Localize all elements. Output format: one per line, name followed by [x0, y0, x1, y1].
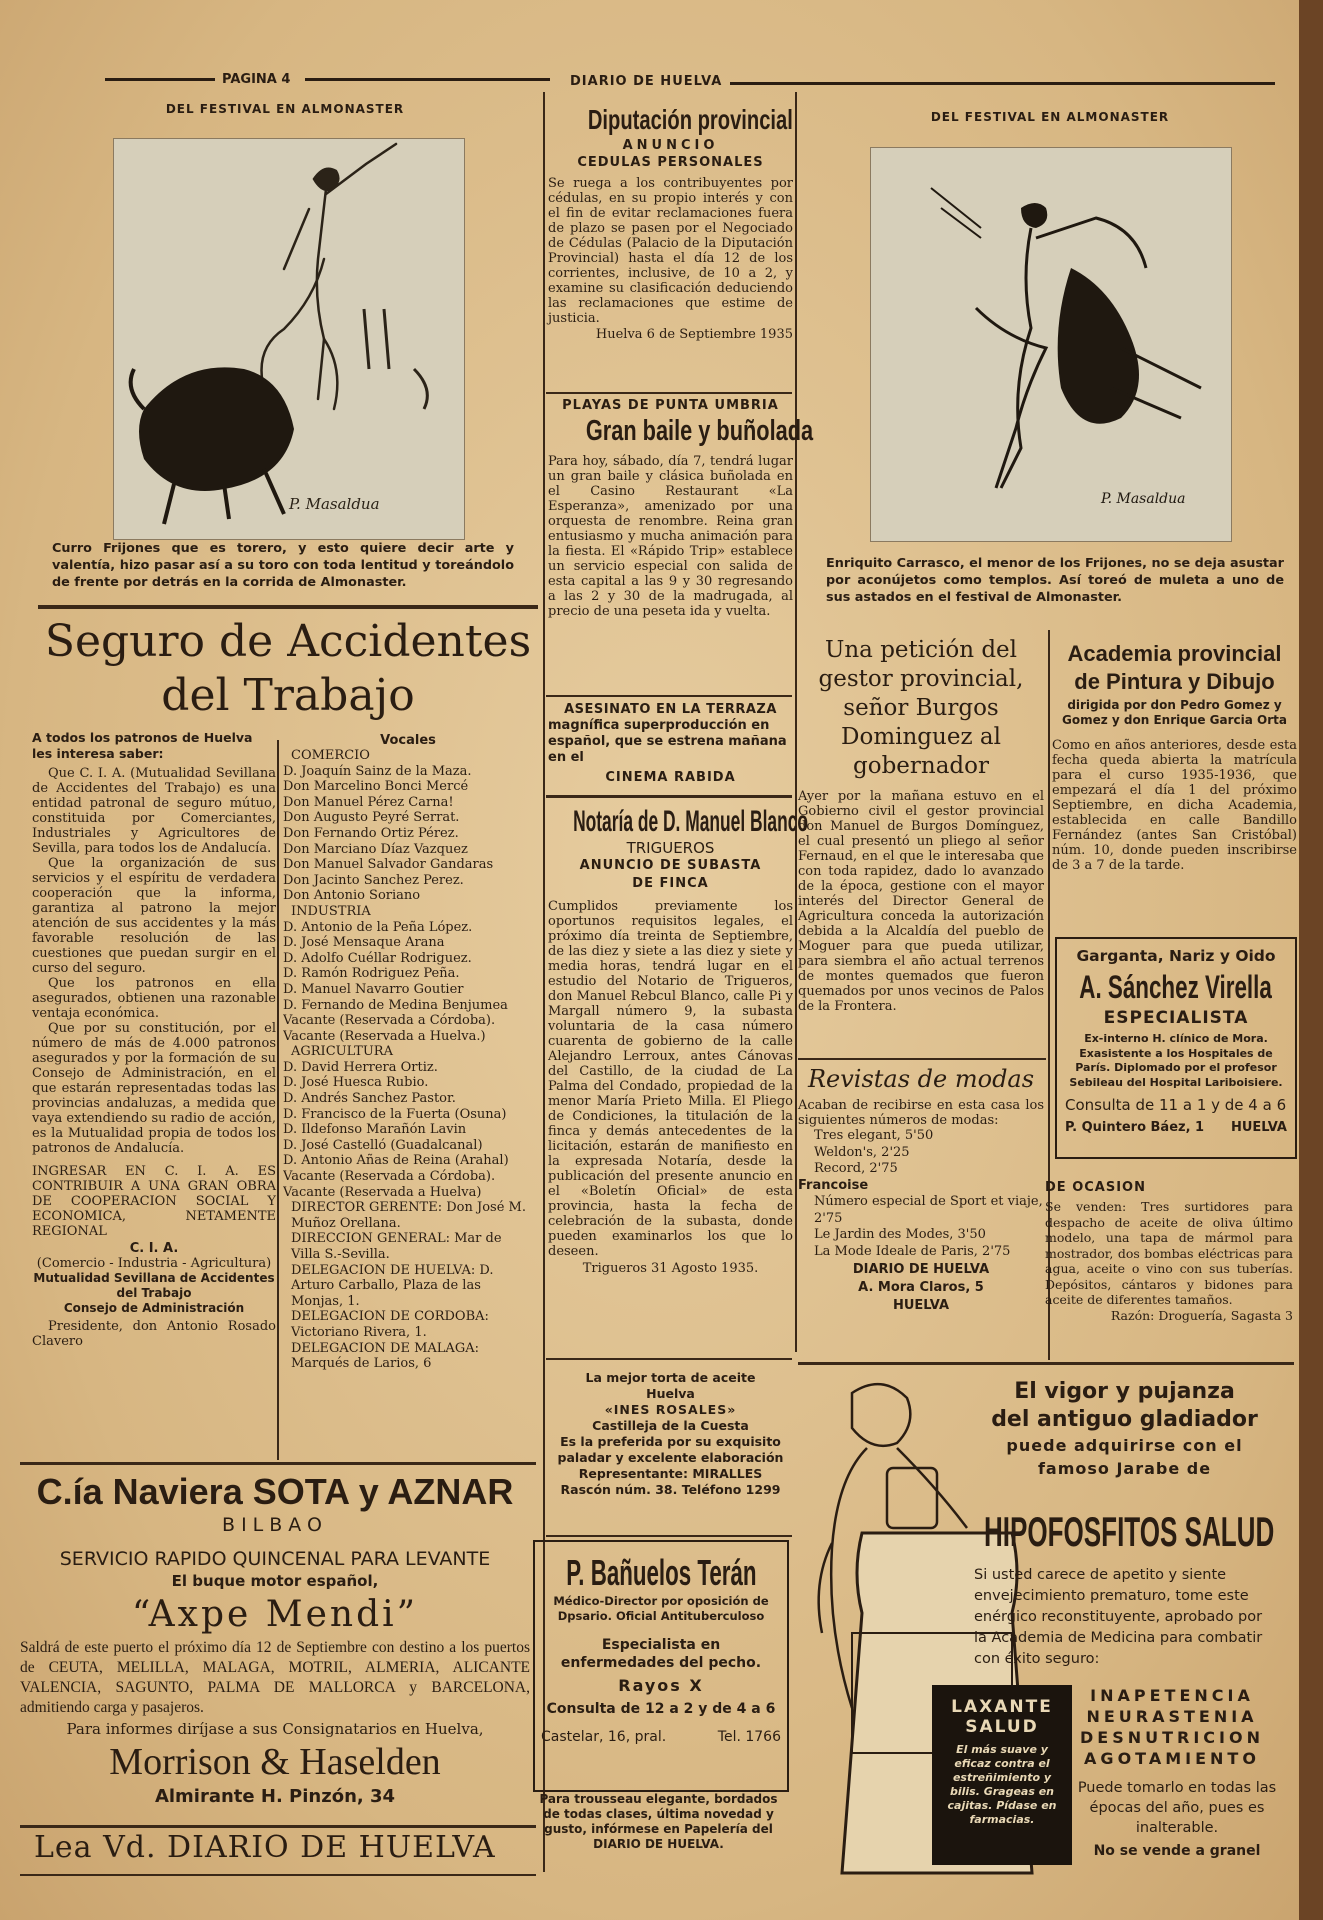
section-rule: [546, 795, 792, 798]
garganta-name: A. Sánchez Virella: [1079, 969, 1273, 1005]
vocal-entry: Don Manuel Salvador Gandaras: [283, 857, 494, 873]
hipofosfitos-line: puede adquirirse con el: [1006, 1436, 1243, 1455]
hipofosfitos-brand-wrap: [967, 1508, 1292, 1556]
playas-notice: [548, 398, 814, 619]
banuelos-phone: Tel. 1766: [717, 1729, 781, 1745]
section-rule: [546, 1358, 792, 1360]
seguro-cia-sub: (Comercio - Industria - Agricultura): [36, 1256, 272, 1271]
seguro-cia: C. I. A.: [129, 1241, 179, 1256]
cinema-venue: CINEMA RABIDA: [605, 770, 736, 785]
seguro-slogan: INGRESAR EN C. I. A. ES CONTRIBUIR A UNA GRAN OBRA DE COOPERACION SOCIAL Y ECONOMICA, NETAMENTE REGIONAL: [32, 1164, 276, 1239]
festival-right-illustration: [870, 147, 1232, 542]
diputacion-notice: [548, 104, 793, 342]
revistas-list: [798, 1128, 1044, 1260]
festival-left-signature: [288, 495, 380, 513]
trousseau-ad: Para trousseau elegante, bordados de todas clases, última novedad y gusto, infórmese en Papelería del DIARIO DE HUELVA.: [539, 1792, 778, 1851]
column-rule: [795, 92, 797, 1352]
vocal-entry: D. Fernando de Medina Benjumea: [283, 997, 508, 1013]
svg-text:P. Masaldua: P. Masaldua: [1101, 491, 1186, 507]
hipofosfitos-headline: [962, 1378, 1287, 1480]
header-rule: [730, 82, 1275, 85]
banuelos-hours: Consulta de 12 a 2 y de 4 a 6: [546, 1701, 776, 1717]
diputacion-body: Se ruega a los contribuyentes por cédulas, en su propio interés y con el fin de evitar reclamaciones fuera de plazo se pasen por el Negociado de Cédulas (Palacio de la Diputación Provincial) hasta el día 12 de los corrientes, inclusive, de 10 a 2, y examine su clasificación deduciendo las reclamaciones que estime de justicia.: [548, 176, 793, 326]
torta-brand: «INES ROSALES»: [604, 1402, 737, 1417]
hipofosfitos-line: El vigor y pujanza: [1014, 1379, 1235, 1404]
section-rule: [798, 1362, 1294, 1365]
vocal-entry: Don Jacinto Sanchez Perez.: [283, 872, 464, 888]
revistas-shop: DIARIO DE HUELVA: [852, 1262, 990, 1277]
laxante-body: El más suave y eficaz contra el estreñimiento y bilis. Grageas en cajitas. Pídase en farmacias.: [947, 1743, 1057, 1826]
vocal-entry: Vacante (Reservada a Córdoba).: [283, 1169, 496, 1185]
garganta-credentials: Ex-interno H. clínico de Mora. Exasistente a los Hospitales de París. Diplomado por el profesor Sebileau del Hospital Lariboisiere.: [1069, 1032, 1283, 1089]
garganta-specialty: ESPECIALISTA: [1103, 1008, 1249, 1028]
garganta-city: HUELVA: [1230, 1120, 1287, 1135]
vocal-entry: D. José Huesca Rubio.: [283, 1075, 429, 1091]
revistas-city: HUELVA: [892, 1298, 950, 1313]
vocal-entry: D. Andrés Sanchez Pastor.: [283, 1091, 456, 1107]
hipofosfitos-line: del antiguo gladiador: [991, 1407, 1258, 1432]
naviera-agents: Morrison & Haselden: [109, 1741, 441, 1783]
cinema-desc: magnífica superproducción en español, que se estrena mañana en el: [548, 718, 787, 765]
laxante-box: [932, 1685, 1072, 1865]
academia-title: Academia provincial de Pintura y Dibujo: [1067, 641, 1282, 694]
seguro-left-column: [32, 730, 276, 1349]
cinema-film: ASESINATO EN LA TERRAZA: [564, 702, 777, 717]
academia-ad: [1052, 640, 1297, 873]
playas-body: Para hoy, sábado, día 7, tendrá lugar un gran baile y clásica buñolada en el Casino Restaurant «La Esperanza», amenizado por una orquesta de renombre. Reina gran entusiasmo y mucha animación para la fiesta. El «Rápido Trip» establece un servicio especial con salida de esta capital a las 9 y 30 regresando a las 2 y 30 de la madrugada, al precio de una peseta ida y vuelta.: [548, 454, 793, 619]
vocal-entry: Don Marcelino Bonci Mercé: [283, 779, 469, 795]
vocal-entry: D. Ramón Rodriguez Peña.: [283, 966, 460, 982]
vocal-entry: DIRECTOR GERENTE: Don José M. Muñoz Orellana.: [291, 1200, 526, 1231]
seguro-intro: A todos los patronos de Huelva les interesa saber:: [32, 730, 253, 761]
garganta-ad: [1055, 937, 1297, 1159]
festival-left-title: DEL FESTIVAL EN ALMONASTER: [165, 102, 405, 116]
seguro-title: [38, 615, 538, 723]
banuelos-contact: [535, 1729, 787, 1745]
svg-text:P. Masaldua: P. Masaldua: [289, 495, 380, 513]
torta-line: Es la preferida por su exquisito paladar y excelente elaboración: [557, 1434, 784, 1465]
vocal-entry: Vacante (Reservada a Huelva.): [283, 1028, 486, 1044]
section-rule: [20, 1874, 536, 1876]
festival-right-signature: [1100, 491, 1186, 507]
hipofosfitos-foot: Puede tomarlo en todas las épocas del año, pues es inalterable.: [1077, 1780, 1277, 1836]
garganta-hours: Consulta de 11 a 1 y de 4 a 6: [1065, 1096, 1287, 1114]
revistas-title: Revistas de modas: [807, 1065, 1035, 1093]
revistas-item: Tres elegant, 5'50: [814, 1128, 934, 1143]
page-number: PAGINA 4: [222, 72, 291, 87]
festival-right-title: DEL FESTIVAL EN ALMONASTER: [930, 110, 1170, 124]
vocal-entry: D. Manuel Navarro Goutier: [283, 981, 464, 997]
notaria-body: Cumplidos previamente los oportunos requisitos legales, el próximo día treinta de Septiembre, de las diez y siete a las diez y siete y media horas, tendrá lugar en el estudio del Notario de Trigueros, don Manuel Rebcul Blanco, calle Pi y Margall número 9, la subasta voluntaria de la casa número cuarenta de gobierno de la calle Alejandro Lerroux, antes Cánovas del Castillo, de la ciudad de La Palma del Condado, propiedad de la menor María Prieto Milla. El Pliego de Condiciones, la titulación de la finca y demás antecedentes de la licitación, estarán de manifiesto en la expresada Notaría, desde la publicación del presente anuncio en el «Boletín Oficial» de esta provincia, hasta la fecha de celebración de la subasta, donde pueden examinarlos los que lo deseen.: [548, 899, 793, 1259]
diputacion-title: Diputación provincial: [587, 104, 793, 135]
revistas-intro: Acaban de recibirse en esta casa los siguientes números de modas:: [798, 1098, 1044, 1128]
garganta-title: Garganta, Nariz y Oido: [1076, 947, 1276, 965]
seguro-vocales: [283, 733, 533, 1372]
laxante-title: LAXANTE SALUD: [951, 1697, 1053, 1737]
diputacion-sign: Huelva 6 de Septiembre 1935: [595, 327, 793, 342]
naviera-info: Para informes diríjase a sus Consignatarios en Huelva,: [66, 1720, 484, 1738]
vocal-entry: D. Ildefonso Marañón Lavin: [283, 1122, 467, 1138]
revistas-item: Francoise: [798, 1177, 869, 1193]
section-rule: [546, 695, 792, 697]
header-rule: [305, 78, 550, 81]
academia-subtitle: dirigida por don Pedro Gomez y Gomez y don Enrique Garcia Orta: [1062, 698, 1287, 727]
notaria-title: Notaría de D. Manuel Blanco: [573, 805, 809, 838]
garganta-address: P. Quintero Báez, 1: [1065, 1120, 1205, 1135]
revistas-item: Número especial de Sport et viaje, 2'75: [814, 1194, 1043, 1226]
seguro-paragraph: Que por su constitución, por el número de más de 4.000 patronos asegurados y por la formación de su Consejo de Administración, en el que estarán representadas todas las provincias andaluzas, a medida que vaya extendiendo su radio de acción, es la Mutualidad propia de todos los patronos de Andalucía.: [32, 1021, 276, 1156]
hipofosfitos-body: Si usted carece de apetito y siente envejecimiento prematuro, tome este enérgico reconstituyente, aprobado por la Academia de Medicina para combatir con éxito seguro:: [974, 1567, 1263, 1667]
vocal-entry: D. David Herrera Ortiz.: [283, 1059, 438, 1075]
vocal-entry: INDUSTRIA: [291, 903, 371, 919]
ocasion-ref: Razón: Droguería, Sagasta 3: [1110, 1307, 1293, 1323]
vocal-entry: D. Joaquín Sainz de la Maza.: [283, 763, 472, 779]
vocal-entry: DELEGACION DE CORDOBA: Victoriano Rivera, 1.: [291, 1309, 489, 1340]
ocasion-title: DE OCASION: [1045, 1180, 1146, 1195]
banuelos-ad: [533, 1540, 789, 1792]
vocal-entry: DELEGACION DE HUELVA: D. Arturo Carballo, Plaza de las Monjas, 1.: [291, 1262, 494, 1309]
banuelos-name: P. Bañuelos Terán: [565, 1552, 757, 1593]
section-rule: [38, 605, 538, 609]
cinema-notice: [548, 702, 793, 786]
naviera-ship: “Axpe Mendi”: [131, 1594, 419, 1635]
lea-diario: Lea Vd. DIARIO DE HUELVA: [34, 1830, 496, 1865]
seguro-paragraph: Que los patronos en ella asegurados, obtienen una razonable ventaja económica.: [32, 976, 276, 1021]
bullfighter-drawing: [871, 148, 1231, 541]
torta-line: La mejor torta de aceite: [585, 1370, 756, 1385]
vocal-entry: Don Antonio Soriano: [283, 888, 421, 904]
seguro-title-line1: Seguro de Accidentes: [44, 616, 532, 667]
banuelos-title: Médico-Director por oposición de Dpsario. Oficial Antituberculoso: [553, 1594, 769, 1623]
revistas-item: Le Jardin des Modes, 3'50: [814, 1227, 986, 1242]
diputacion-anuncio: ANUNCIO: [622, 138, 719, 153]
vocales-list: [283, 748, 533, 1372]
festival-left-illustration: [113, 138, 465, 540]
naviera-service: SERVICIO RAPIDO QUINCENAL PARA LEVANTE: [59, 1548, 491, 1570]
torta-ad: [548, 1370, 793, 1498]
naviera-address: Almirante H. Pinzón, 34: [154, 1786, 396, 1807]
academia-body: Como en años anteriores, desde esta fecha queda abierta la matrícula para el curso 1935-1936, que empezará el día 1 del próximo Septiembre, en dicha Academia, establecida en calle Bandillo Fernández (antes San Cristóbal) núm. 10, donde pueden inscribirse de 3 a 7 de la tarde.: [1052, 738, 1297, 873]
ocasion-ad: [1045, 1180, 1293, 1323]
vocal-entry: D. Adolfo Cuéllar Rodriguez.: [283, 950, 472, 966]
naviera-ad: [20, 1470, 530, 1807]
section-rule: [20, 1462, 536, 1465]
naviera-city: BILBAO: [222, 1514, 328, 1536]
vocal-entry: AGRICULTURA: [291, 1044, 393, 1060]
vocal-entry: D. José Mensaque Arana: [283, 935, 445, 951]
vocal-entry: Don Marciano Díaz Vazquez: [283, 841, 468, 857]
vocal-entry: D. Antonio Añas de Reina (Arahal): [283, 1153, 509, 1169]
revistas-item: Weldon's, 2'25: [814, 1144, 910, 1160]
ocasion-body: Se venden: Tres surtidores para despacho de aceite de oliva último modelo, una tapa de mármol para mostrador, dos bombas eléctricas para agua, aceite o vino con sus tuberías. Depósitos, cántaros y bidones para aceite de diferentes tamaños.: [1045, 1199, 1293, 1307]
vocal-entry: D. Antonio de la Peña López.: [283, 919, 473, 935]
torta-line: Huelva: [646, 1386, 695, 1401]
hipofosfitos-ills: [1062, 1685, 1282, 1769]
notaria-place: TRIGUEROS: [626, 839, 715, 857]
banuelos-address: Castelar, 16, pral.: [541, 1729, 667, 1745]
peticion-body: Ayer por la mañana estuvo en el Gobierno civil el gestor provincial don Manuel de Burgos Domínguez, el cual presentó un pliego al señor Fernaud, en el que le interesaba que con toda rapidez, dado lo avanzado de la época, gestione con el mayor interés del Director General de Agricultura conceda la autorización debida a la Alcaldía del pueblo de Moguer para que pueda utilizar, para siembra el año actual terrenos de montes quemados que fueron quemados por unos vecinos de Palos de la Frontera.: [798, 789, 1044, 1014]
hipofosfitos-ill: AGOTAMIENTO: [1084, 1749, 1260, 1768]
revistas-ad: [798, 1064, 1044, 1313]
naviera-buque: El buque motor español,: [171, 1572, 379, 1590]
section-rule: [20, 1825, 536, 1828]
vocal-entry: Don Fernando Ortiz Pérez.: [283, 825, 459, 841]
vocal-entry: DELEGACION DE MALAGA: Marqués de Larios, 6: [291, 1340, 479, 1372]
seguro-title-line2: del Trabajo: [161, 670, 415, 721]
torta-line: Representante: MIRALLES: [578, 1466, 763, 1481]
vocal-entry: Vacante (Reservada a Huelva): [283, 1184, 482, 1200]
vocal-entry: Don Manuel Pérez Carna!: [283, 794, 454, 810]
column-rule: [277, 740, 279, 1460]
banuelos-specialty: Especialista en enfermedades del pecho.: [560, 1637, 762, 1671]
seguro-mutual: Mutualidad Sevillana de Accidentes del Trabajo: [33, 1271, 275, 1300]
section-rule: [798, 1058, 1046, 1060]
festival-right-caption: Enriquito Carrasco, el menor de los Frijones, no se deja asustar por aconújetos como templos. Así toreó de muleta a uno de sus astados en el festival de Almonaster.: [826, 556, 1284, 605]
hipofosfitos-foot2: No se vende a granel: [1093, 1843, 1261, 1859]
vocal-entry: COMERCIO: [291, 748, 370, 763]
bullfighter-drawing: [114, 139, 464, 539]
revistas-item: Record, 2'75: [814, 1161, 898, 1176]
hipofosfitos-ad: [792, 1373, 1294, 1883]
vocal-entry: Vacante (Reservada a Córdoba).: [283, 1013, 496, 1029]
hipofosfitos-brand: HIPOFOSFITOS SALUD: [984, 1508, 1275, 1555]
seguro-presidente: Presidente, don Antonio Rosado Clavero: [32, 1319, 276, 1349]
torta-line: Rascón núm. 38. Teléfono 1299: [560, 1482, 781, 1497]
playas-headline: Gran baile y buñolada: [585, 415, 814, 447]
vocal-entry: D. Francisco de la Fuerta (Osuna): [283, 1106, 507, 1122]
garganta-contact: [1057, 1120, 1295, 1135]
hipofosfitos-ill: DESNUTRICION: [1080, 1728, 1264, 1747]
hipofosfitos-line: famoso Jarabe de: [1037, 1459, 1212, 1478]
section-rule: [546, 392, 792, 394]
peticion-article: [798, 636, 1044, 1014]
vocal-entry: Don Augusto Peyré Serrat.: [283, 810, 460, 826]
seguro-paragraph: Que la organización de sus servicios y el espíritu de verdadera cooperación que la informa, garantiza al patrono la mejor atención de sus accidentes y la más favorable resolución de las cuestiones que puedan surgir en el curso del seguro.: [32, 856, 276, 976]
diputacion-subtitle: CEDULAS PERSONALES: [577, 155, 764, 170]
playas-title: PLAYAS DE PUNTA UMBRIA: [562, 398, 779, 413]
page-edge: [1299, 0, 1323, 1920]
naviera-title: C.ía Naviera SOTA y AZNAR: [36, 1471, 514, 1512]
notaria-sign: Trigueros 31 Agosto 1935.: [582, 1261, 759, 1276]
banuelos-rayos: Rayos X: [618, 1676, 704, 1695]
vocal-entry: DIRECCION GENERAL: Mar de Villa S.-Sevilla.: [291, 1231, 502, 1262]
festival-left-caption: Curro Frijones que es torero, y esto quiere decir arte y valentía, hizo pasar así a su toro con toda lentitud y toreándolo de frente por detrás en la corrida de Almonaster.: [52, 541, 514, 590]
seguro-paragraph: Que C. I. A. (Mutualidad Sevillana de Accidentes del Trabajo) es una entidad patronal de seguro mútuo, constituida por Comerciantes, Industriales y Agricultores de Sevilla, para todos los de Andalucía.: [32, 766, 276, 856]
paper-name: DIARIO DE HUELVA: [570, 74, 723, 89]
peticion-title: Una petición del gestor provincial, señor Burgos Dominguez al gobernador: [818, 637, 1024, 779]
naviera-body: Saldrá de este puerto el próximo día 12 de Septiembre con destino a los puertos de CEUTA, MELILLA, MALAGA, MOTRIL, ALMERIA, ALICANTE VALENCIA, SAGUNTO, PALMA DE MALLORCA y BARCELONA, admitiendo carga y pasajeros.: [20, 1639, 530, 1716]
notaria-notice: [548, 805, 809, 1276]
vocales-title: Vocales: [380, 733, 436, 748]
notaria-subtitle: ANUNCIO DE SUBASTA DE FINCA: [579, 858, 762, 891]
section-rule: [546, 1535, 792, 1537]
vocal-entry: D. José Castelló (Guadalcanal): [283, 1137, 483, 1153]
revistas-item: La Mode Ideale de Paris, 2'75: [814, 1243, 1011, 1259]
revistas-address: A. Mora Claros, 5: [858, 1280, 984, 1295]
header-rule: [105, 78, 215, 81]
hipofosfitos-ill: NEURASTENIA: [1086, 1707, 1258, 1726]
seguro-consejo: Consejo de Administración: [63, 1301, 245, 1315]
torta-line: Castilleja de la Cuesta: [592, 1418, 749, 1433]
hipofosfitos-ill: INAPETENCIA: [1090, 1686, 1254, 1705]
